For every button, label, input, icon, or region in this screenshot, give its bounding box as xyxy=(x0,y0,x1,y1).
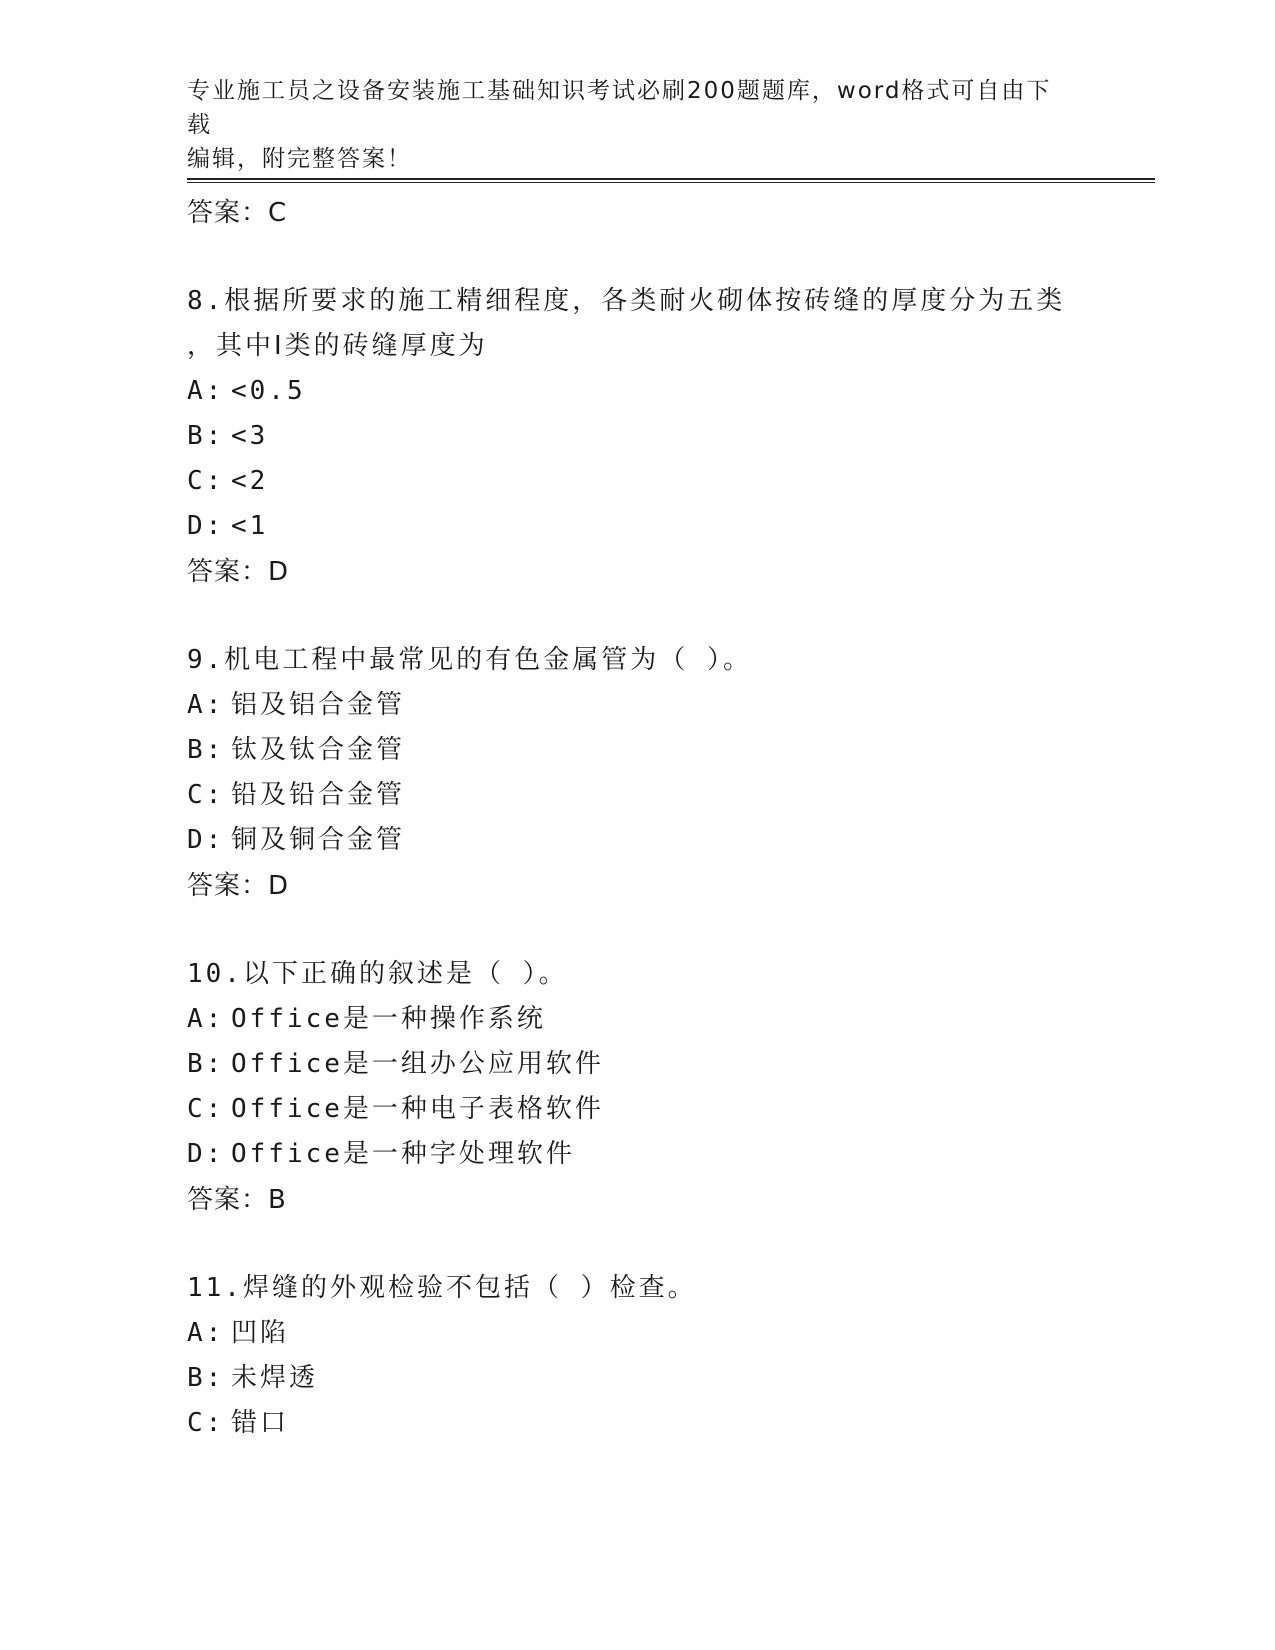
option-key: A: xyxy=(187,376,225,406)
answer-q7: 答案：C xyxy=(187,198,288,228)
option-text: Office是一种字处理软件 xyxy=(231,1139,575,1169)
answer: 答案：D xyxy=(187,557,290,587)
option-key: C: xyxy=(187,780,225,810)
option-key: B: xyxy=(187,1049,225,1079)
option-b xyxy=(187,728,1087,773)
option-b xyxy=(187,1356,1087,1401)
option-d xyxy=(187,818,1087,863)
question-text: 10.以下正确的叙述是（ ）。 xyxy=(187,959,568,989)
header-title-line-2: 编辑，附完整答案！ xyxy=(187,146,412,172)
option-text: Office是一组办公应用软件 xyxy=(231,1049,604,1079)
option-key: C: xyxy=(187,1094,225,1124)
question-text: 11.焊缝的外观检验不包括（ ）检查。 xyxy=(187,1273,697,1303)
question-text: 9.机电工程中最常见的有色金属管为（ ）。 xyxy=(187,645,752,675)
answer: 答案：D xyxy=(187,871,290,901)
option-key: A: xyxy=(187,1004,225,1034)
option-b xyxy=(187,1042,1087,1087)
option-c xyxy=(187,773,1087,818)
answer: 答案：B xyxy=(187,1185,287,1215)
header-divider xyxy=(187,178,1155,183)
option-text: 钛及钛合金管 xyxy=(231,735,406,765)
option-c xyxy=(187,1087,1087,1132)
option-key: B: xyxy=(187,421,225,451)
option-a xyxy=(187,683,1087,728)
question-text: 8.根据所要求的施工精细程度，各类耐火砌体按砖缝的厚度分为五类 xyxy=(187,286,1066,316)
option-key: D: xyxy=(187,825,225,855)
option-key: D: xyxy=(187,511,225,541)
option-text: <3 xyxy=(231,421,269,451)
option-key: C: xyxy=(187,466,225,496)
question-10 xyxy=(187,952,1087,1223)
option-c xyxy=(187,1401,1087,1446)
option-text: Office是一种操作系统 xyxy=(231,1004,546,1034)
question-text-continued: ，其中Ⅰ类的砖缝厚度为 xyxy=(187,331,488,361)
option-d xyxy=(187,1132,1087,1177)
question-11 xyxy=(187,1266,1087,1446)
option-text: <0.5 xyxy=(231,376,306,406)
page-header xyxy=(187,74,1067,176)
option-a xyxy=(187,369,1087,414)
option-text: 凹陷 xyxy=(231,1318,290,1348)
option-text: 错口 xyxy=(231,1408,290,1438)
document-body xyxy=(187,190,1087,1446)
option-a xyxy=(187,1311,1087,1356)
option-key: A: xyxy=(187,690,225,720)
option-text: 铅及铅合金管 xyxy=(231,780,406,810)
option-c xyxy=(187,459,1087,504)
option-text: 铝及铝合金管 xyxy=(231,690,406,720)
option-text: <1 xyxy=(231,511,269,541)
option-text: Office是一种电子表格软件 xyxy=(231,1094,604,1124)
question-8 xyxy=(187,279,1087,595)
option-text: 未焊透 xyxy=(231,1363,319,1393)
option-key: B: xyxy=(187,1363,225,1393)
header-title-line-1: 专业施工员之设备安装施工基础知识考试必刷200题题库，word格式可自由下载 xyxy=(187,78,1052,138)
option-key: D: xyxy=(187,1139,225,1169)
option-a xyxy=(187,997,1087,1042)
option-key: A: xyxy=(187,1318,225,1348)
option-d xyxy=(187,504,1087,549)
option-key: B: xyxy=(187,735,225,765)
question-9 xyxy=(187,638,1087,909)
option-text: <2 xyxy=(231,466,269,496)
option-text: 铜及铜合金管 xyxy=(231,825,406,855)
option-b xyxy=(187,414,1087,459)
option-key: C: xyxy=(187,1408,225,1438)
